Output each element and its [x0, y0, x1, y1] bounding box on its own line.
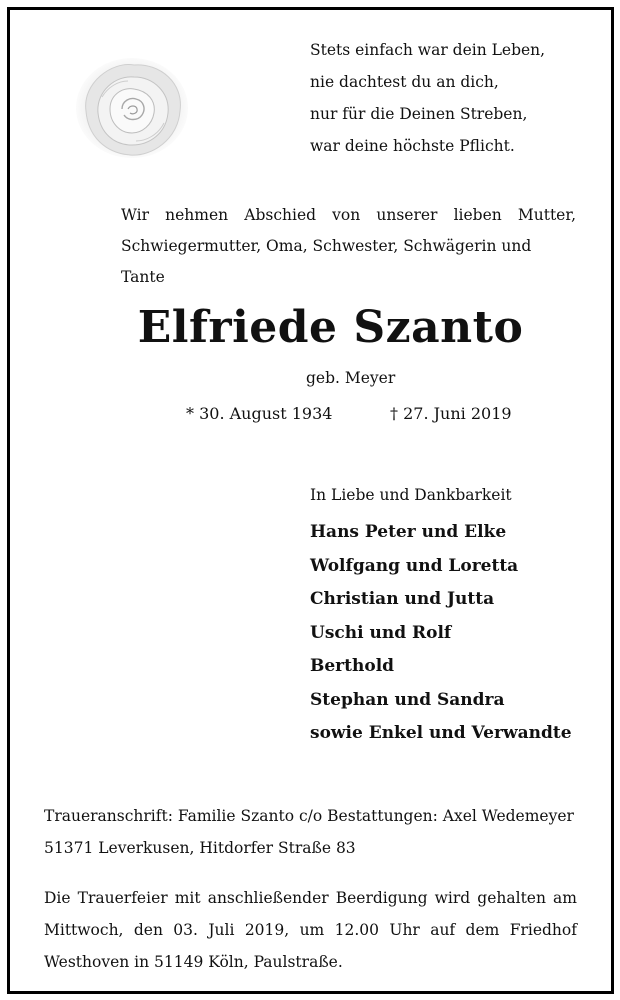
mourner-name: sowie Enkel und Verwandte	[310, 723, 572, 743]
funeral-service-info	[44, 882, 577, 978]
birth-date: * 30. August 1934	[186, 404, 333, 423]
poem-line: nur für die Deinen Streben,	[310, 105, 528, 123]
farewell-line: Schwiegermutter, Oma, Schwester, Schwägerin und Tante	[121, 237, 532, 286]
farewell-line: Wir nehmen Abschied von unserer lieben Mutter,	[121, 206, 576, 224]
farewell-text	[121, 200, 576, 293]
poem-line: Stets einfach war dein Leben,	[310, 41, 546, 59]
mourners-list	[310, 516, 572, 751]
poem	[310, 34, 545, 162]
rose-image	[72, 53, 192, 163]
mourner-name: Christian und Jutta	[310, 589, 495, 609]
poem-line: war deine höchste Pflicht.	[310, 137, 515, 155]
mourner-name: Berthold	[310, 656, 395, 676]
service-line: Die Trauerfeier mit anschließender Beerdigung wird gehalten am	[44, 889, 577, 907]
poem-line: nie dachtest du an dich,	[310, 73, 499, 91]
service-line: Mittwoch, den 03. Juli 2019, um 12.00 Uhr auf dem Friedhof	[44, 921, 577, 939]
death-date: † 27. Juni 2019	[390, 404, 512, 423]
maiden-name: geb. Meyer	[306, 369, 396, 387]
obituary-notice	[7, 7, 614, 994]
address-line: 51371 Leverkusen, Hitdorfer Straße 83	[44, 839, 356, 857]
mourner-name: Uschi und Rolf	[310, 622, 452, 643]
mourner-name: Wolfgang und Loretta	[310, 555, 519, 576]
deceased-name: Elfriede Szanto	[137, 302, 524, 353]
mourning-address	[44, 800, 574, 864]
mourners-intro: In Liebe und Dankbarkeit	[310, 486, 512, 504]
mourner-name: Hans Peter und Elke	[310, 522, 507, 542]
mourner-name: Stephan und Sandra	[310, 689, 505, 710]
address-line: Traueranschrift: Familie Szanto c/o Bestattungen: Axel Wedemeyer	[44, 807, 574, 825]
service-line: Westhoven in 51149 Köln, Paulstraße.	[44, 953, 343, 971]
